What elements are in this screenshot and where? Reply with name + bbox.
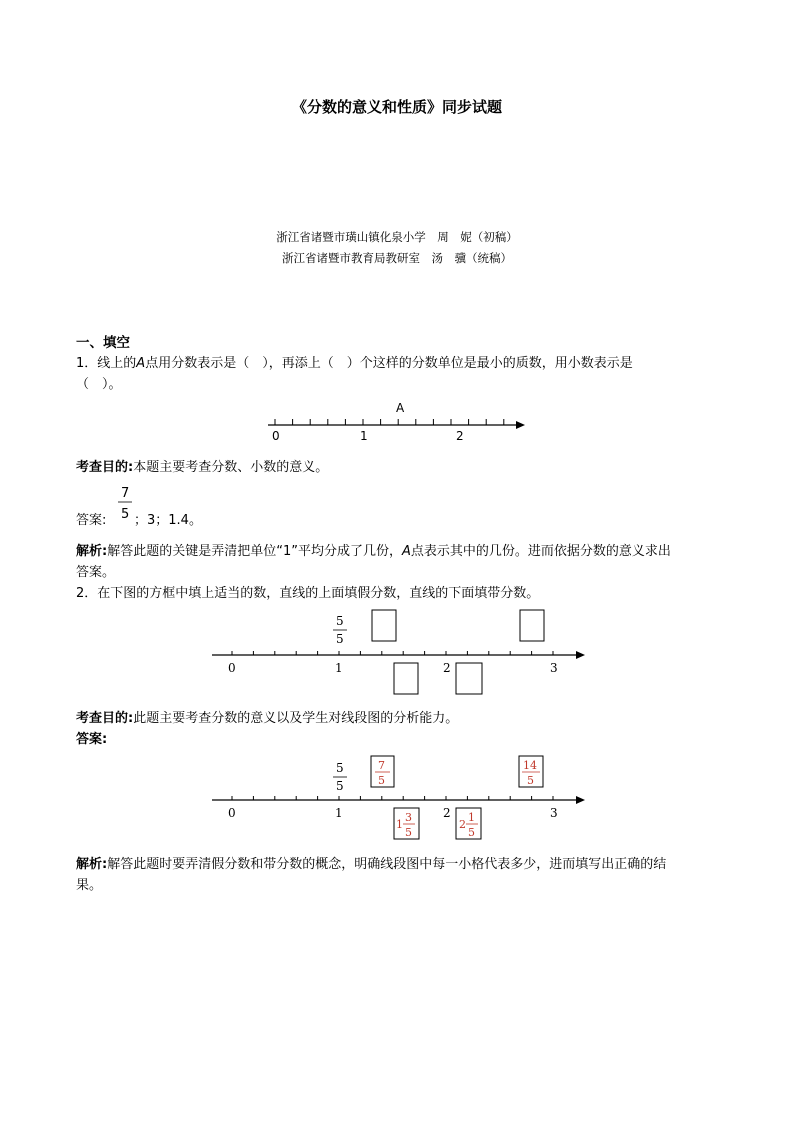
author-line-1: 浙江省诸暨市璜山镇化泉小学 周 妮（初稿） bbox=[276, 230, 518, 244]
q2-answer-label: 答案: bbox=[76, 732, 108, 747]
analysis-text-a: 解答此题的关键是弄清把单位“1”平均分成了几份， bbox=[107, 544, 402, 559]
answer-bl-denominator: 5 bbox=[405, 826, 412, 839]
q1-answer-label: 答案: bbox=[76, 513, 107, 528]
axis-label-0: 0 bbox=[272, 429, 280, 443]
answer-numerator: 7 bbox=[121, 486, 130, 501]
answer-tr-numerator: 14 bbox=[523, 759, 537, 772]
q2-analysis bbox=[76, 853, 666, 872]
axis-arrow bbox=[576, 796, 585, 804]
answer-tl-denominator: 5 bbox=[378, 774, 385, 787]
axis-label-2: 2 bbox=[443, 806, 451, 820]
point-a-label: A bbox=[396, 401, 405, 415]
purpose-label: 考查目的: bbox=[76, 460, 134, 475]
axis-label-3: 3 bbox=[550, 806, 558, 820]
q2-analysis-cont: 果。 bbox=[76, 878, 103, 893]
analysis-point: A bbox=[401, 544, 411, 559]
marker-numerator: 5 bbox=[336, 761, 344, 775]
author-line-2: 浙江省诸暨市教育局教研室 汤 骥（统稿） bbox=[282, 251, 512, 265]
section-title: 一、填空 bbox=[76, 335, 130, 351]
marker-denominator: 5 bbox=[336, 779, 344, 793]
analysis-label: 解析: bbox=[76, 544, 108, 559]
axis-label-1: 1 bbox=[335, 806, 343, 820]
answer-denominator: 5 bbox=[121, 507, 130, 522]
answer-bl-numerator: 3 bbox=[405, 811, 412, 824]
axis-label-1: 1 bbox=[360, 429, 368, 443]
q1-analysis-cont: 答案。 bbox=[76, 565, 116, 580]
answer-tr-denominator: 5 bbox=[527, 774, 534, 787]
marker-denominator: 5 bbox=[336, 632, 344, 646]
answer-br-whole: 2 bbox=[459, 818, 466, 831]
answer-tl-numerator: 7 bbox=[378, 759, 385, 772]
axis-label-0: 0 bbox=[228, 661, 236, 675]
answer-bl-whole: 1 bbox=[396, 818, 403, 831]
q1-text-b: 点用分数表示是（ ），再添上（ ）个这样的分数单位是最小的质数，用小数表示是 bbox=[145, 356, 633, 371]
purpose-label: 考查目的: bbox=[76, 711, 134, 726]
axis-label-2: 2 bbox=[443, 661, 451, 675]
answer-br-numerator: 1 bbox=[468, 811, 475, 824]
q1-text-a: 线上的 bbox=[97, 356, 137, 371]
axis-label-3: 3 bbox=[550, 661, 558, 675]
axis-label-1: 1 bbox=[335, 661, 343, 675]
q1-text-cont: （ ）。 bbox=[76, 377, 122, 392]
analysis-text-a: 解答此题时要弄清假分数和带分数的概念，明确线段图中每一小格代表多少，进而填写出正确的结 bbox=[107, 857, 667, 872]
q2-text-body: 在下图的方框中填上适当的数，直线的上面填假分数，直线的下面填带分数。 bbox=[97, 586, 540, 601]
marker-numerator: 5 bbox=[336, 614, 344, 628]
q1-answer-rest: ；3；1.4。 bbox=[134, 513, 202, 528]
q1-number: 1． bbox=[76, 356, 98, 371]
analysis-text-b: 点表示其中的几份。进而依据分数的意义求出 bbox=[410, 544, 671, 559]
page-title: 《分数的意义和性质》同步试题 bbox=[291, 98, 502, 116]
axis-label-0: 0 bbox=[228, 806, 236, 820]
purpose-text: 本题主要考查分数、小数的意义。 bbox=[133, 460, 329, 475]
purpose-text: 此题主要考查分数的意义以及学生对线段图的分析能力。 bbox=[133, 711, 459, 726]
q1-point: A bbox=[136, 356, 146, 371]
answer-br-denominator: 5 bbox=[468, 826, 475, 839]
q2-number: 2． bbox=[76, 586, 98, 601]
axis-label-2: 2 bbox=[456, 429, 464, 443]
analysis-label: 解析: bbox=[76, 857, 108, 872]
